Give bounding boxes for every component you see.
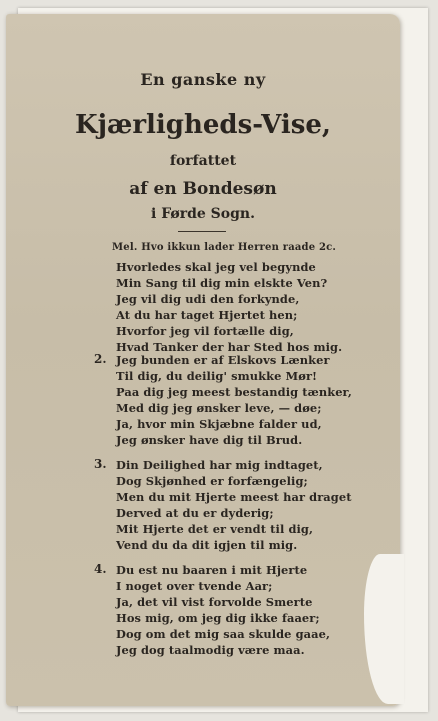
verse-line: Du est nu baaren i mit Hjerte — [116, 563, 308, 577]
verse-line: Ja, hvor min Skjæbne falder ud, — [116, 417, 322, 431]
main-title: Kjærligheds-Vise, — [75, 110, 331, 140]
verse-line: Hvorledes skal jeg vel begynde — [116, 260, 316, 274]
verse-line: Din Deilighed har mig indtaget, — [116, 458, 323, 472]
verse-line: Dog Skjønhed er forfængelig; — [116, 474, 308, 488]
verse-line: Men du mit Hjerte meest har draget — [116, 490, 352, 504]
verse-line: Vend du da dit igjen til mig. — [116, 538, 298, 552]
verse-line: Jeg vil dig udi den forkynde, — [116, 292, 300, 306]
verse-number: 2. — [94, 352, 107, 366]
verse-line: Min Sang til dig min elskte Ven? — [116, 276, 328, 290]
title-line-3: forfattet — [169, 153, 237, 169]
verse-line: Jeg bunden er af Elskovs Lænker — [116, 353, 330, 367]
verse-line: Jeg ønsker have dig til Brud. — [116, 433, 303, 447]
verse-line: Paa dig jeg meest bestandig tænker, — [116, 385, 352, 399]
title-line-5: i Førde Sogn. — [151, 206, 255, 222]
title-line-1: En ganske ny — [140, 70, 266, 89]
verse-number: 3. — [94, 457, 107, 471]
title-line-4: af en Bondesøn — [129, 179, 277, 199]
verse-line: Mit Hjerte det er vendt til dig, — [116, 522, 314, 536]
verse-line: Dog om det mig saa skulde gaae, — [116, 627, 331, 641]
verse-line: Derved at du er dyderig; — [116, 506, 274, 520]
verse-line: I noget over tvende Aar; — [116, 579, 273, 593]
verse-line: Hos mig, om jeg dig ikke faaer; — [116, 611, 320, 625]
verse-line: Hvad Tanker der har Sted hos mig. — [116, 340, 343, 354]
verse-line: At du har taget Hjertet hen; — [116, 308, 298, 322]
verse-line: Ja, det vil vist forvolde Smerte — [116, 595, 313, 609]
verse-line: Med dig jeg ønsker leve, — døe; — [116, 401, 322, 415]
verse-line: Til dig, du deilig' smukke Mør! — [116, 369, 318, 383]
document-page — [6, 14, 400, 706]
title-divider — [178, 231, 226, 232]
verse-line: Hvorfor jeg vil fortælle dig, — [116, 324, 294, 338]
verse-number: 4. — [94, 562, 107, 576]
verse-line: Jeg dog taalmodig være maa. — [116, 643, 305, 657]
melody-line: Mel. Hvo ikkun lader Herren raade 2c. — [112, 242, 337, 253]
